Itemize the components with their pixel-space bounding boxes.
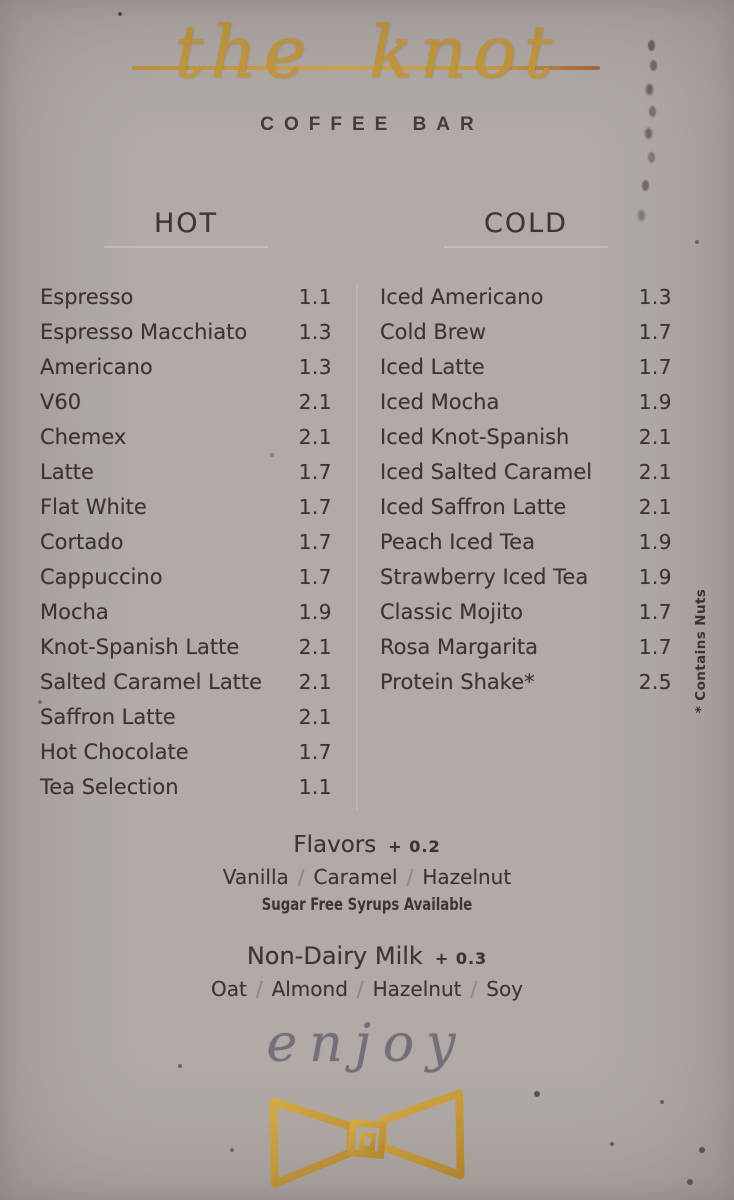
option-item: Hazelnut bbox=[422, 865, 512, 889]
menu-item-price: 1.9 bbox=[638, 564, 672, 589]
menu-item-price: 1.7 bbox=[638, 354, 672, 379]
menu-item-name: Chemex bbox=[40, 424, 127, 449]
menu-item-name: Strawberry Iced Tea bbox=[380, 564, 589, 589]
menu-item-row bbox=[380, 524, 672, 559]
menu-item-price: 1.9 bbox=[638, 389, 672, 414]
milk-block bbox=[0, 942, 734, 1001]
menu-item-price: 1.1 bbox=[298, 284, 332, 309]
menu-item-name: Iced Saffron Latte bbox=[380, 494, 567, 519]
menu-item-row bbox=[380, 594, 672, 629]
menu-item-row bbox=[40, 664, 332, 699]
menu-item-name: Knot-Spanish Latte bbox=[40, 634, 240, 659]
column-divider bbox=[356, 284, 358, 810]
menu-item-row bbox=[40, 314, 332, 349]
menu-item-price: 1.3 bbox=[298, 319, 332, 344]
contains-nuts-note: * Contains Nuts bbox=[693, 588, 709, 714]
milk-title: Non-Dairy Milk bbox=[246, 942, 423, 970]
menu-item-name: Hot Chocolate bbox=[40, 739, 189, 764]
menu-item-name: Iced Mocha bbox=[380, 389, 500, 414]
menu-item-name: Saffron Latte bbox=[40, 704, 176, 729]
menu-item-row bbox=[40, 489, 332, 524]
cold-section bbox=[380, 208, 672, 699]
option-separator: / bbox=[406, 865, 414, 889]
menu-item-row bbox=[40, 279, 332, 314]
extras-section bbox=[0, 832, 734, 1001]
option-item: Hazelnut bbox=[372, 977, 462, 1001]
milk-options bbox=[0, 977, 734, 1001]
menu-item-price: 1.3 bbox=[638, 284, 672, 309]
menu-item-name: Salted Caramel Latte bbox=[40, 669, 263, 694]
menu-item-row bbox=[40, 629, 332, 664]
menu-item-row bbox=[380, 629, 672, 664]
hot-section bbox=[40, 208, 332, 804]
menu-item-price: 2.1 bbox=[638, 459, 672, 484]
menu-item-name: Mocha bbox=[40, 599, 109, 624]
menu-item-row bbox=[40, 349, 332, 384]
menu-item-name: Espresso Macchiato bbox=[40, 319, 248, 344]
menu-item-price: 1.9 bbox=[638, 529, 672, 554]
menu-item-price: 1.9 bbox=[298, 599, 332, 624]
sugar-free-note: Sugar Free Syrups Available bbox=[261, 895, 473, 915]
option-item: Almond bbox=[271, 977, 348, 1001]
brand-subtitle: COFFEE BAR bbox=[260, 114, 484, 135]
menu-item-row bbox=[40, 734, 332, 769]
menu-item-price: 1.1 bbox=[298, 774, 332, 799]
menu-item-row bbox=[380, 314, 672, 349]
option-separator: / bbox=[297, 865, 305, 889]
menu-item-name: Classic Mojito bbox=[380, 599, 524, 624]
menu-item-price: 1.7 bbox=[638, 634, 672, 659]
menu-item-name: Iced Americano bbox=[380, 284, 544, 309]
menu-item-price: 2.1 bbox=[638, 424, 672, 449]
cold-title-underline bbox=[444, 246, 608, 248]
menu-item-price: 2.5 bbox=[638, 669, 672, 694]
menu-item-name: Espresso bbox=[40, 284, 134, 309]
menu-item-row bbox=[40, 384, 332, 419]
menu-item-row bbox=[380, 279, 672, 314]
menu-item-row bbox=[380, 489, 672, 524]
menu-item-row bbox=[380, 454, 672, 489]
menu-item-price: 1.7 bbox=[298, 529, 332, 554]
hot-section-title: HOT bbox=[153, 208, 219, 239]
menu-item-price: 1.3 bbox=[298, 354, 332, 379]
option-item: Vanilla bbox=[222, 865, 289, 889]
menu-item-name: Flat White bbox=[40, 494, 147, 519]
menu-item-price: 1.7 bbox=[298, 739, 332, 764]
menu-item-name: Cortado bbox=[40, 529, 124, 554]
milk-surcharge: + 0.3 bbox=[434, 949, 488, 968]
hot-menu-list bbox=[40, 279, 332, 804]
menu-item-name: Tea Selection bbox=[40, 774, 179, 799]
menu-item-price: 2.1 bbox=[298, 424, 332, 449]
menu-item-row bbox=[40, 454, 332, 489]
menu-item-price: 1.7 bbox=[298, 459, 332, 484]
menu-item-row bbox=[40, 419, 332, 454]
flavors-surcharge: + 0.2 bbox=[388, 837, 441, 856]
menu-item-name: Cappuccino bbox=[40, 564, 163, 589]
menu-item-price: 2.1 bbox=[298, 669, 332, 694]
option-separator: / bbox=[255, 977, 263, 1001]
menu-item-name: Iced Latte bbox=[380, 354, 485, 379]
menu-item-name: Peach Iced Tea bbox=[380, 529, 535, 554]
menu-item-name: Iced Salted Caramel bbox=[380, 459, 593, 484]
menu-item-row bbox=[40, 769, 332, 804]
menu-item-price: 1.7 bbox=[638, 319, 672, 344]
menu-item-row bbox=[380, 419, 672, 454]
menu-item-price: 1.7 bbox=[298, 494, 332, 519]
menu-item-row bbox=[380, 349, 672, 384]
menu-item-price: 2.1 bbox=[298, 389, 332, 414]
menu-item-name: V60 bbox=[40, 389, 82, 414]
menu-item-row bbox=[380, 559, 672, 594]
menu-item-price: 2.1 bbox=[638, 494, 672, 519]
option-item: Oat bbox=[210, 977, 247, 1001]
menu-item-row bbox=[40, 594, 332, 629]
option-separator: / bbox=[356, 977, 364, 1001]
flavors-options bbox=[0, 865, 734, 889]
menu-item-row bbox=[380, 664, 672, 699]
menu-item-name: Iced Knot-Spanish bbox=[380, 424, 570, 449]
brand-title: the knot bbox=[174, 10, 560, 94]
cold-menu-list bbox=[380, 279, 672, 699]
menu-item-name: Latte bbox=[40, 459, 94, 484]
bowtie-icon bbox=[266, 1088, 468, 1187]
knot-bowtie-logo bbox=[266, 1088, 468, 1191]
enjoy-script: enjoy bbox=[266, 1014, 468, 1074]
menu-item-name: Rosa Margarita bbox=[380, 634, 539, 659]
menu-item-price: 1.7 bbox=[298, 564, 332, 589]
menu-item-name: Cold Brew bbox=[380, 319, 487, 344]
menu-item-name: Protein Shake* bbox=[380, 669, 535, 694]
menu-item-row bbox=[40, 524, 332, 559]
option-item: Caramel bbox=[313, 865, 398, 889]
milk-title-line bbox=[0, 942, 734, 970]
hot-title-underline bbox=[104, 246, 268, 248]
menu-item-price: 1.7 bbox=[638, 599, 672, 624]
flavors-title: Flavors bbox=[293, 832, 377, 858]
menu-item-row bbox=[380, 384, 672, 419]
menu-item-price: 2.1 bbox=[298, 634, 332, 659]
menu-item-row bbox=[40, 699, 332, 734]
option-separator: / bbox=[470, 977, 478, 1001]
menu-item-name: Americano bbox=[40, 354, 153, 379]
menu-item-price: 2.1 bbox=[298, 704, 332, 729]
option-item: Soy bbox=[486, 977, 524, 1001]
cold-section-title: COLD bbox=[484, 208, 568, 239]
flavors-title-line bbox=[0, 832, 734, 858]
menu-item-row bbox=[40, 559, 332, 594]
